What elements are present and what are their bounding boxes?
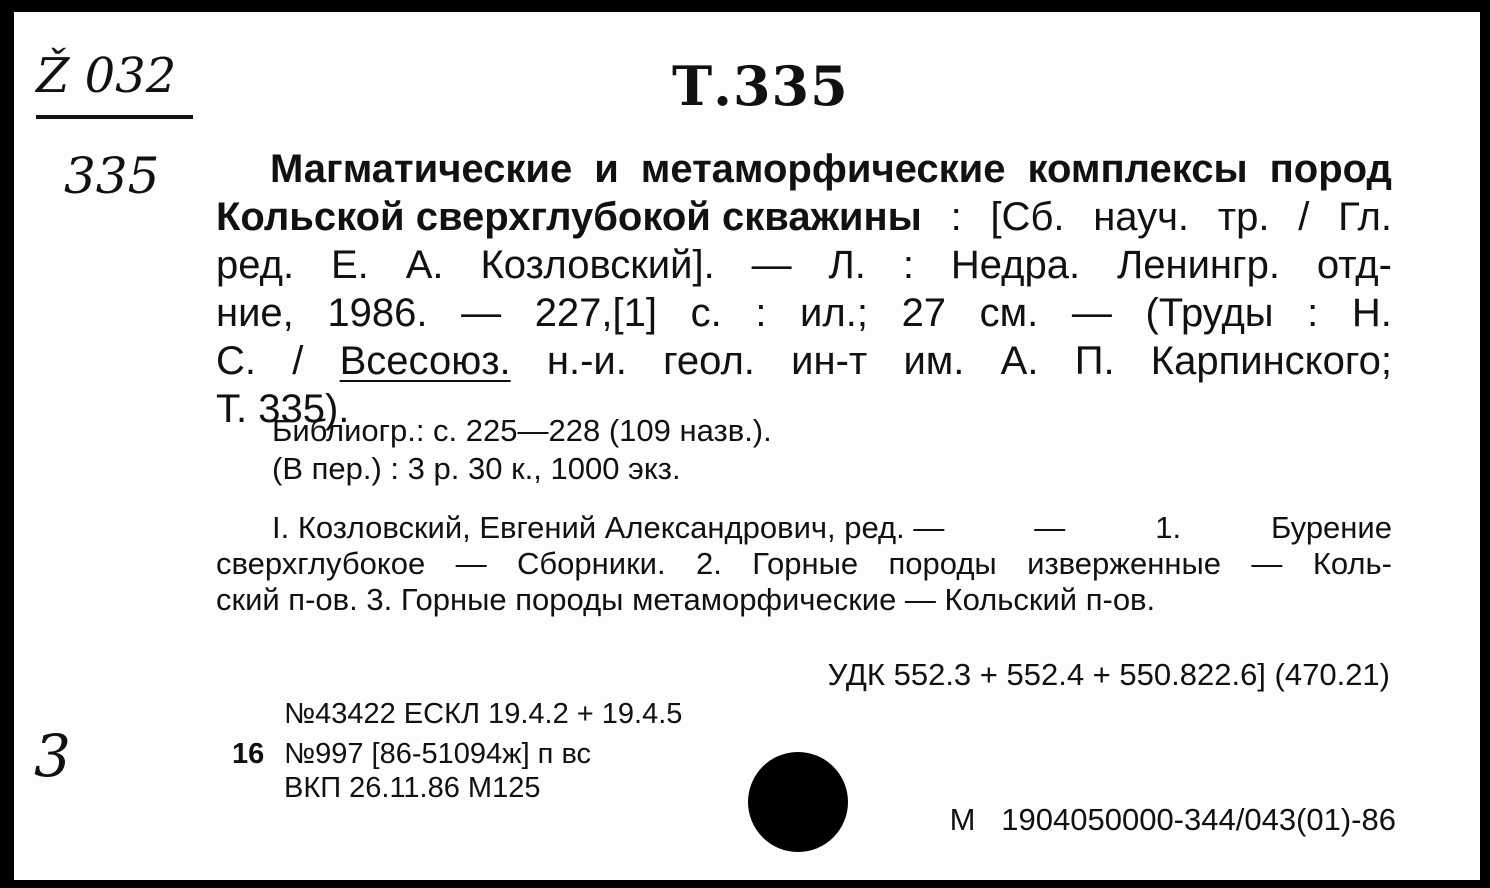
word: — [1251, 546, 1283, 581]
word: комплексы [1027, 147, 1248, 191]
word: / [292, 339, 304, 383]
word: н.-и. [546, 339, 627, 383]
word: А. [405, 243, 444, 287]
tracing-line-1 [216, 510, 1392, 546]
handwritten-call-number: 335 [64, 147, 160, 205]
word: Горные [752, 546, 859, 581]
subject-tracings [216, 510, 1392, 618]
word: сверхглубокое [216, 546, 426, 581]
word: Недра. [950, 243, 1081, 287]
word: Козловский]. [480, 243, 715, 287]
call-code-underline [36, 115, 193, 119]
bibliographic-description [216, 145, 1392, 433]
word: Л. [828, 243, 866, 287]
word: А. [1000, 339, 1039, 383]
tracing-line-3: ский п-ов. 3. Горные породы метаморфические — Кольский п-ов. [216, 582, 1156, 617]
accession-line-3: ВКП 26.11.86 М125 [284, 772, 541, 804]
word: Гл. [1338, 195, 1392, 239]
description-line-3 [216, 241, 1392, 289]
word: 1. [1155, 510, 1182, 545]
handwritten-shelf-mark: 3 [34, 722, 71, 790]
word: 2. [696, 546, 722, 581]
word: : [1307, 291, 1319, 335]
word: I. Козловский, Евгений Александрович, ред. — [272, 510, 945, 545]
word: науч. [1093, 195, 1190, 239]
description-line-6: Т. 335). [216, 387, 350, 431]
word: геол. [663, 339, 755, 383]
word: — [455, 546, 487, 581]
word: Бурение [1271, 510, 1392, 545]
word: П. [1074, 339, 1115, 383]
word: Н. [1351, 291, 1392, 335]
tracing-line-2 [216, 546, 1392, 582]
accession-line-2: №997 [86-51094ж] п вс [284, 738, 592, 770]
word: 227,[1] [534, 291, 658, 335]
word: ин-т [791, 339, 868, 383]
word: — [461, 291, 502, 335]
word: см. [979, 291, 1039, 335]
accession-line-1: №43422 ЕСКЛ 19.4.2 + 19.4.5 [284, 698, 683, 730]
word: : [950, 195, 962, 239]
word: Е. [331, 243, 369, 287]
word: породы [888, 546, 997, 581]
word: Коль- [1312, 546, 1392, 581]
word: Карпинского; [1150, 339, 1392, 383]
word: — [1071, 291, 1112, 335]
word: Сборники. [517, 546, 666, 581]
word: отд- [1316, 243, 1392, 287]
description-line-4 [216, 289, 1392, 337]
word: и [594, 147, 619, 191]
word: 27 [901, 291, 947, 335]
word: ние, [216, 291, 294, 335]
word: 1986. [327, 291, 428, 335]
word: Ленингр. [1117, 243, 1280, 287]
word: — [1034, 510, 1066, 545]
word: : [902, 243, 914, 287]
underlined-word: Всесоюз. [339, 339, 511, 383]
word: ил.; [800, 291, 868, 335]
accession-count: 16 [232, 738, 265, 770]
word: / [1298, 195, 1310, 239]
word: (Труды [1145, 291, 1274, 335]
series-heading: Т.335 [672, 54, 849, 118]
handwritten-call-code: Ž 032 [36, 48, 177, 104]
word: с. [690, 291, 722, 335]
catalog-card [14, 12, 1480, 880]
price-note: (В пер.) : 3 р. 30 к., 1000 экз. [272, 451, 681, 486]
udc-classification: УДК 552.3 + 552.4 + 550.822.6] (470.21) [827, 657, 1390, 692]
price-code: М 1904050000-344/043(01)-86 [949, 802, 1396, 837]
title-line-2 [216, 193, 1392, 241]
description-line-5 [216, 337, 1392, 385]
word: : [755, 291, 767, 335]
bibliography-note: Библиогр.: с. 225—228 (109 назв.). [272, 413, 772, 448]
word: С. [216, 339, 256, 383]
word: им. [903, 339, 965, 383]
word: пород [1269, 147, 1392, 191]
word: — [751, 243, 792, 287]
title-line-1 [216, 145, 1392, 193]
word: метаморфические [640, 147, 1006, 191]
word: [Сб. [990, 195, 1065, 239]
word: Кольской сверхглубокой скважины [216, 195, 922, 239]
notes-block [272, 412, 772, 488]
punch-hole [748, 752, 848, 852]
word: Магматические [270, 147, 573, 191]
word: ред. [216, 243, 295, 287]
word: тр. [1217, 195, 1270, 239]
word: изверженные [1027, 546, 1221, 581]
